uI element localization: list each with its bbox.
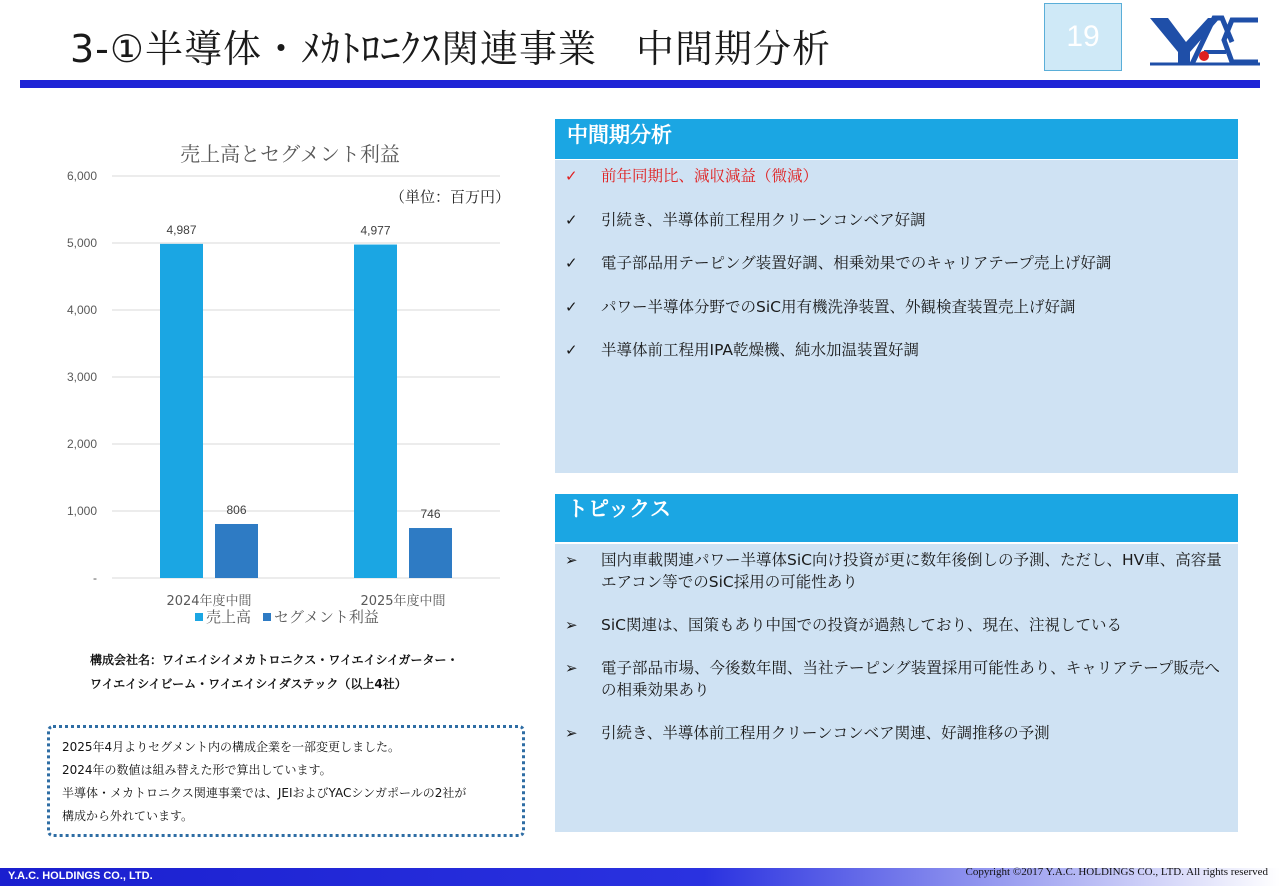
analysis-item: ✓ パワー半導体分野でのSiC用有機洗浄装置、外観検査装置売上げ好調 (565, 297, 1076, 316)
analysis-item: ✓ 引続き、半導体前工程用クリーンコンベア好調 (565, 210, 926, 229)
legend-swatch-profit (263, 613, 271, 621)
topics-list (565, 549, 1230, 765)
chart-legend (195, 606, 379, 627)
check-icon: ✓ (565, 210, 578, 229)
x-tick-label: 2025年度中間 (360, 594, 446, 609)
bar (215, 524, 258, 578)
member-companies (90, 648, 459, 696)
member-companies-line2: ワイエイシイビーム・ワイエイシイダステック（以上4社） (90, 677, 407, 691)
legend-item-profit (263, 606, 379, 627)
legend-item-sales (195, 606, 251, 627)
y-tick-label: 4,000 (66, 303, 97, 317)
chart-title: 売上高とセグメント利益 (180, 142, 400, 166)
y-tick-label: 3,000 (66, 370, 97, 384)
data-label: 806 (226, 502, 247, 517)
topics-item: ➢ 電子部品市場、今後数年間、当社テーピング装置採用可能性あり、キャリアテープ販売への相乗効果あり (565, 659, 1220, 699)
legend-swatch-sales (195, 613, 203, 621)
footer-copyright: Copyright ©2017 Y.A.C. HOLDINGS CO., LTD. All rights reserved (965, 866, 1268, 878)
analysis-item: ✓ 電子部品用テーピング装置好調、相乗効果でのキャリアテープ売上げ好調 (565, 254, 1112, 272)
legend-label-profit: セグメント利益 (274, 608, 379, 626)
data-label: 746 (420, 507, 441, 522)
note-line1: 2025年4月よりセグメント内の構成企業を一部変更しました。 (62, 740, 401, 754)
bar (409, 528, 452, 578)
analysis-list (565, 165, 1230, 383)
page-title: 3-①半導体・ﾒｶﾄﾛﾆｸｽ関連事業 中間期分析 (70, 27, 831, 71)
check-icon: ✓ (565, 167, 578, 185)
check-icon: ✓ (565, 254, 578, 272)
title-underline (20, 80, 1260, 88)
topics-item: ➢ SiC関連は、国策もあり中国での投資が過熱しており、現在、注視している (565, 616, 1122, 634)
bar (160, 244, 203, 578)
y-tick-label: 2,000 (66, 437, 97, 451)
y-tick-label: 5,000 (66, 236, 97, 250)
sales-profit-chart (40, 120, 540, 630)
topics-item: ➢ 国内車載関連パワー半導体SiC向け投資が更に数年後倒しの予測、ただし、HV車、高容量エアコン等でのSiC採用の可能性あり (565, 551, 1222, 591)
legend-label-sales: 売上高 (206, 608, 252, 626)
y-tick-label: 6,000 (66, 169, 97, 183)
topics-item: ➢ 引続き、半導体前工程用クリーンコンベア関連、好調推移の予測 (565, 724, 1050, 742)
analysis-item: ✓ 前年同期比、減収減益（微減） (565, 167, 819, 185)
data-label: 4,987 (166, 222, 197, 237)
y-tick-label: - (93, 571, 97, 585)
yac-logo (1148, 12, 1260, 68)
x-tick-label: 2024年度中間 (166, 594, 252, 609)
chart-unit-note: （単位：百万円） (390, 188, 511, 206)
data-label: 4,977 (360, 223, 391, 238)
check-icon: ✓ (565, 341, 578, 359)
segment-change-note (47, 725, 525, 837)
page-number-badge: 19 (1044, 3, 1122, 71)
footer-company-name: Y.A.C. HOLDINGS CO., LTD. (8, 870, 153, 882)
arrow-bullet-icon: ➢ (565, 659, 578, 677)
arrow-bullet-icon: ➢ (565, 724, 578, 742)
member-companies-line1: 構成会社名：ワイエイシイメカトロニクス・ワイエイシイガーター・ (90, 653, 459, 667)
note-line3: 半導体・メカトロニクス関連事業では、JEIおよびYACシンガポールの2社が (62, 786, 467, 800)
note-line4: 構成から外れています。 (62, 809, 194, 823)
bar (354, 245, 397, 578)
topics-heading: トピックス (555, 494, 1238, 542)
analysis-item: ✓ 半導体前工程用IPA乾燥機、純水加温装置好調 (565, 341, 920, 359)
analysis-heading: 中間期分析 (555, 119, 1238, 159)
arrow-bullet-icon: ➢ (565, 616, 578, 634)
check-icon: ✓ (565, 297, 578, 316)
note-line2: 2024年の数値は組み替えた形で算出しています。 (62, 763, 332, 777)
arrow-bullet-icon: ➢ (565, 551, 578, 569)
y-tick-label: 1,000 (66, 504, 97, 518)
